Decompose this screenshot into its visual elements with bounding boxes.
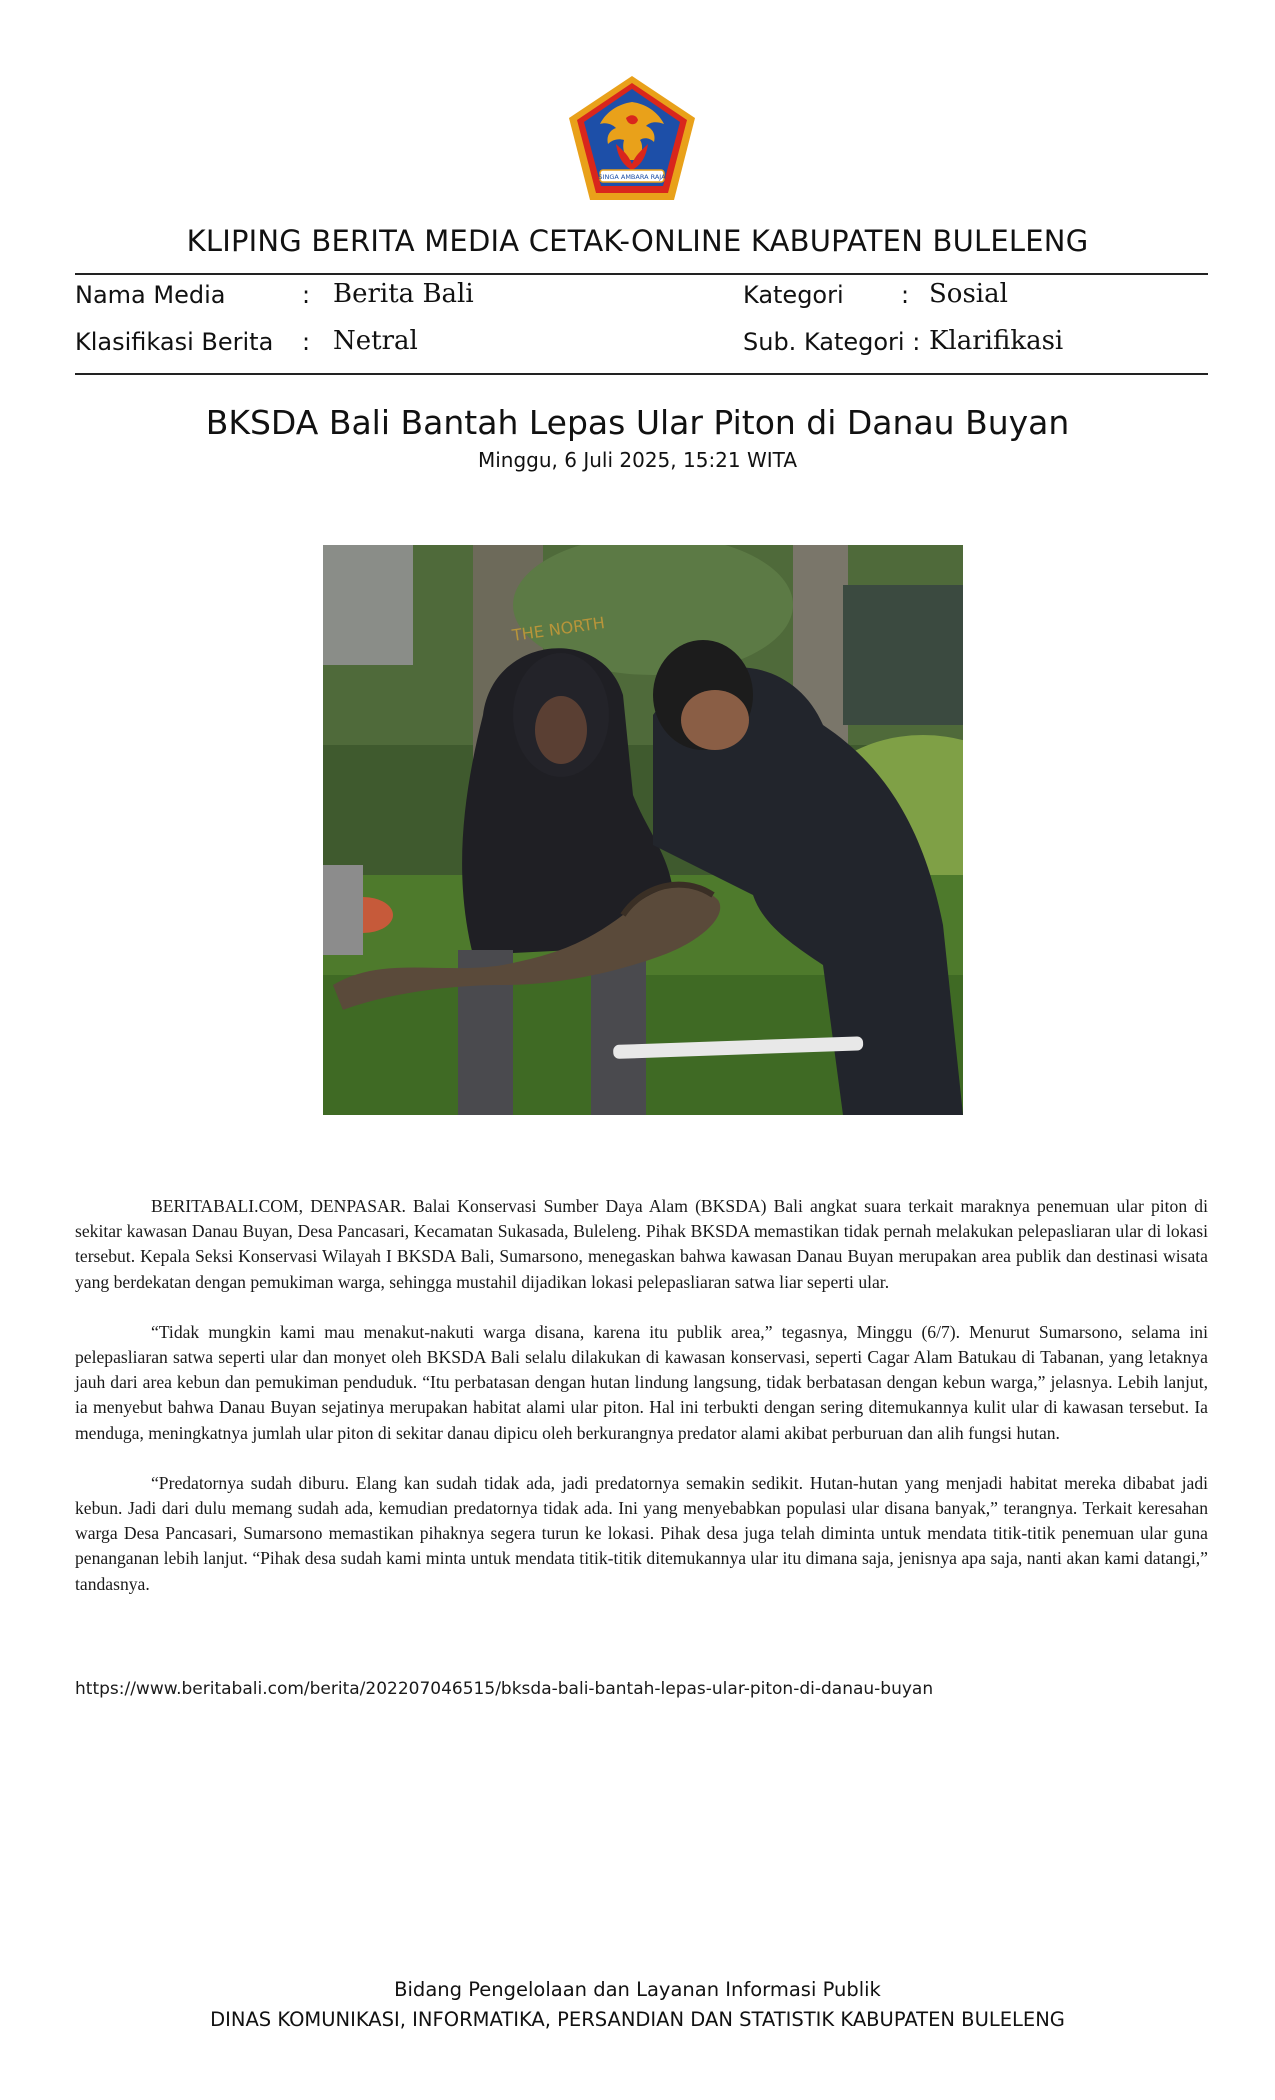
article-headline: BKSDA Bali Bantah Lepas Ular Piton di Danau Buyan [205,403,1070,442]
meta-bottom-rule [75,373,1208,375]
kategori-value: Sosial [929,279,1008,309]
article-photo [323,545,963,1115]
article-dateline: Minggu, 6 Juli 2025, 15:21 WITA [477,448,798,472]
top-rule [75,273,1208,275]
document-title: KLIPING BERITA MEDIA CETAK-ONLINE KABUPATEN BULELENG [186,224,1089,258]
footer-department: Bidang Pengelolaan dan Layanan Informasi Publik [394,1978,881,2001]
nama-media-colon: : [302,281,311,309]
sub-kategori-label: Sub. Kategori : [743,328,921,356]
klasifikasi-colon: : [302,328,311,356]
article-body [75,1194,1208,1622]
source-url[interactable]: https://www.beritabali.com/berita/202207046515/bksda-bali-bantah-lepas-ular-piton-di-danau-buyan [75,1679,934,1699]
article-paragraph: BERITABALI.COM, DENPASAR. Balai Konservasi Sumber Daya Alam (BKSDA) Bali angkat suara terkait maraknya penemuan ular piton di sekitar kawasan Danau Buyan, Desa Pancasari, Kecamatan Sukasada, Buleleng. Pihak BKSDA memastikan tidak pernah melakukan pelepasliaran ular di lokasi tersebut. Kepala Seksi Konservasi Wilayah I BKSDA Bali, Sumarsono, menegaskan bahwa kawasan Danau Buyan merupakan area publik dan destinasi wisata yang berdekatan dengan pemukiman warga, sehingga mustahil dijadikan lokasi pelepasliaran satwa liar seperti ular. [75,1196,1208,1292]
klasifikasi-label: Klasifikasi Berita [75,328,274,356]
logo-motto: SINGA AMBARA RAJA [598,173,666,181]
kategori-label: Kategori [743,281,844,309]
hoodie-print: THE NORTH [510,613,606,645]
kategori-colon: : [901,281,910,309]
kabupaten-buleleng-logo [566,74,698,202]
nama-media-label: Nama Media [75,281,226,309]
klasifikasi-value: Netral [333,326,418,356]
article-paragraph: “Tidak mungkin kami mau menakut-nakuti warga disana, karena itu publik area,” tegasnya, Minggu (6/7). Menurut Sumarsono, selama ini pelepasliaran satwa seperti ular dan monyet oleh BKSDA Bali selalu dilakukan di kawasan konservasi, seperti Cagar Alam Batukau di Tabanan, yang letaknya jauh dari area kebun dan pemukiman penduduk. “Itu perbatasan dengan hutan lindung langsung, tidak berbatasan dengan kebun warga,” jelasnya. Lebih lanjut, ia menyebut bahwa Danau Buyan sejatinya merupakan habitat alami ular piton. Hal ini terbukti dengan sering ditemukannya kulit ular di kawasan tersebut. Ia menduga, meningkatnya jumlah ular piton di sekitar danau dipicu oleh berkurangnya predator alami akibat perburuan dan alih fungsi hutan. [75,1321,1208,1443]
nama-media-value: Berita Bali [333,279,474,309]
sub-kategori-value: Klarifikasi [929,326,1064,356]
article-paragraph: “Predatornya sudah diburu. Elang kan sudah tidak ada, jadi predatornya semakin sedikit. Hutan-hutan yang menjadi habitat mereka dibabat jadi kebun. Jadi dari dulu memang sudah ada, kemudian predatornya tidak ada. Ini yang menyebabkan populasi ular disana banyak,” terangnya. Terkait keresahan warga Desa Pancasari, Sumarsono memastikan pihaknya segera turun ke lokasi. Pihak desa juga telah diminta untuk mendata titik-titik penemuan ular guna penanganan lebih lanjut. “Pihak desa sudah kami minta untuk mendata titik-titik ditemukannya ular itu dimana saja, jenisnya apa saja, nanti akan kami datangi,” tandasnya. [75,1472,1208,1594]
footer-agency: DINAS KOMUNIKASI, INFORMATIKA, PERSANDIAN DAN STATISTIK KABUPATEN BULELENG [210,2008,1065,2031]
